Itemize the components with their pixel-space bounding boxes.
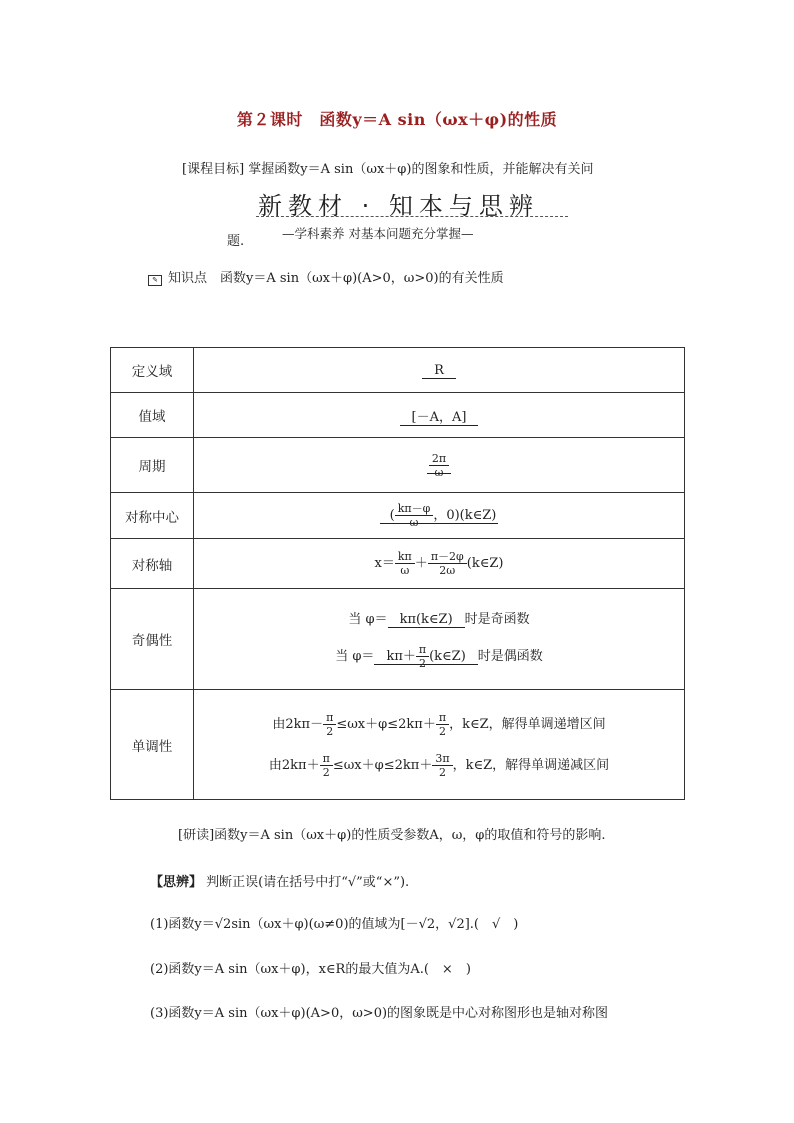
question-1: (1)函数y＝√2sin（ωx＋φ)(ω≠0)的值域为[－√2，√2].( √ ) [150, 917, 519, 932]
properties-table [110, 347, 685, 800]
table-row [111, 493, 685, 539]
parity-value [194, 589, 685, 690]
domain-value: R [194, 348, 685, 393]
period-value [194, 438, 685, 493]
increasing-condition: 由2kπ－ $\frac{\pi}{2}$ ≤ωx＋φ≤2kπ＋ $\frac{\pi}{2}$ ，k∈Z，解得单调递增区间 [272, 710, 606, 738]
knowledge-point-heading [148, 267, 504, 286]
table-row [111, 589, 685, 690]
course-goal-tail: 题. [227, 234, 245, 249]
axis-value: x＝ $\frac{k\pi}{\omega}$ ＋ $\frac{\pi-2\varphi}{2\omega}$ (k∈Z) [194, 539, 685, 589]
row-label: 值域 [111, 393, 194, 438]
row-label: 周期 [111, 438, 194, 493]
monotonicity-value [194, 690, 685, 800]
range-value: [－A，A] [194, 393, 685, 438]
question-2: (2)函数y＝A sin（ωx＋φ)，x∈R的最大值为A.( × ) [150, 962, 471, 977]
table-row [111, 690, 685, 800]
row-label: 定义域 [111, 348, 194, 393]
sibian-label: 【思辨】 [150, 875, 203, 890]
row-label: 对称轴 [111, 539, 194, 589]
row-label: 对称中心 [111, 493, 194, 539]
section-banner: 新教材 · 知本与思辨 [258, 192, 539, 220]
table-row [111, 438, 685, 493]
table-row [111, 348, 685, 393]
odd-condition: 当 φ＝ kπ(k∈Z) 时是奇函数 [348, 612, 530, 627]
sibian-heading [150, 871, 409, 890]
decreasing-condition: 由2kπ＋ $\frac{\pi}{2}$ ≤ωx＋φ≤2kπ＋ $\frac{3\pi}{2}$ ，k∈Z，解得单调递减区间 [268, 751, 610, 779]
course-goal: [课程目标] 掌握函数y＝A sin（ωx＋φ)的图象和性质，并能解决有关问 [182, 162, 594, 177]
table-row [111, 539, 685, 589]
reading-note: [研读]函数y＝A sin（ωx＋φ)的性质受参数A，ω，φ的取值和符号的影响. [178, 828, 606, 843]
center-value: ( $\frac{k\pi-\varphi}{\omega}$ ，0)(k∈Z) [194, 493, 685, 539]
lesson-title: 第２课时 函数y＝A sin（ωx＋φ)的性质 [236, 110, 558, 129]
banner-divider [256, 216, 568, 217]
even-condition: 当 φ＝ kπ＋ $\frac{\pi}{2}$ (k∈Z) 时是偶函数 [335, 643, 543, 670]
knowledge-point-text: 知识点 函数y＝A sin（ωx＋φ)(A>0，ω>0)的有关性质 [168, 271, 504, 286]
row-label: 单调性 [111, 690, 194, 800]
row-label: 奇偶性 [111, 589, 194, 690]
section-subtitle: —学科素养 对基本问题充分掌握— [282, 226, 474, 241]
sibian-instruction: 判断正误(请在括号中打“√”或“×”). [202, 875, 410, 890]
question-3: (3)函数y＝A sin（ωx＋φ)(A>0，ω>0)的图象既是中心对称图形也是轴对称图 [150, 1006, 609, 1021]
period-fraction: $\frac{2\pi}{\omega}$ [429, 452, 449, 479]
table-row [111, 393, 685, 438]
knowledge-icon: ✎ [148, 275, 162, 286]
